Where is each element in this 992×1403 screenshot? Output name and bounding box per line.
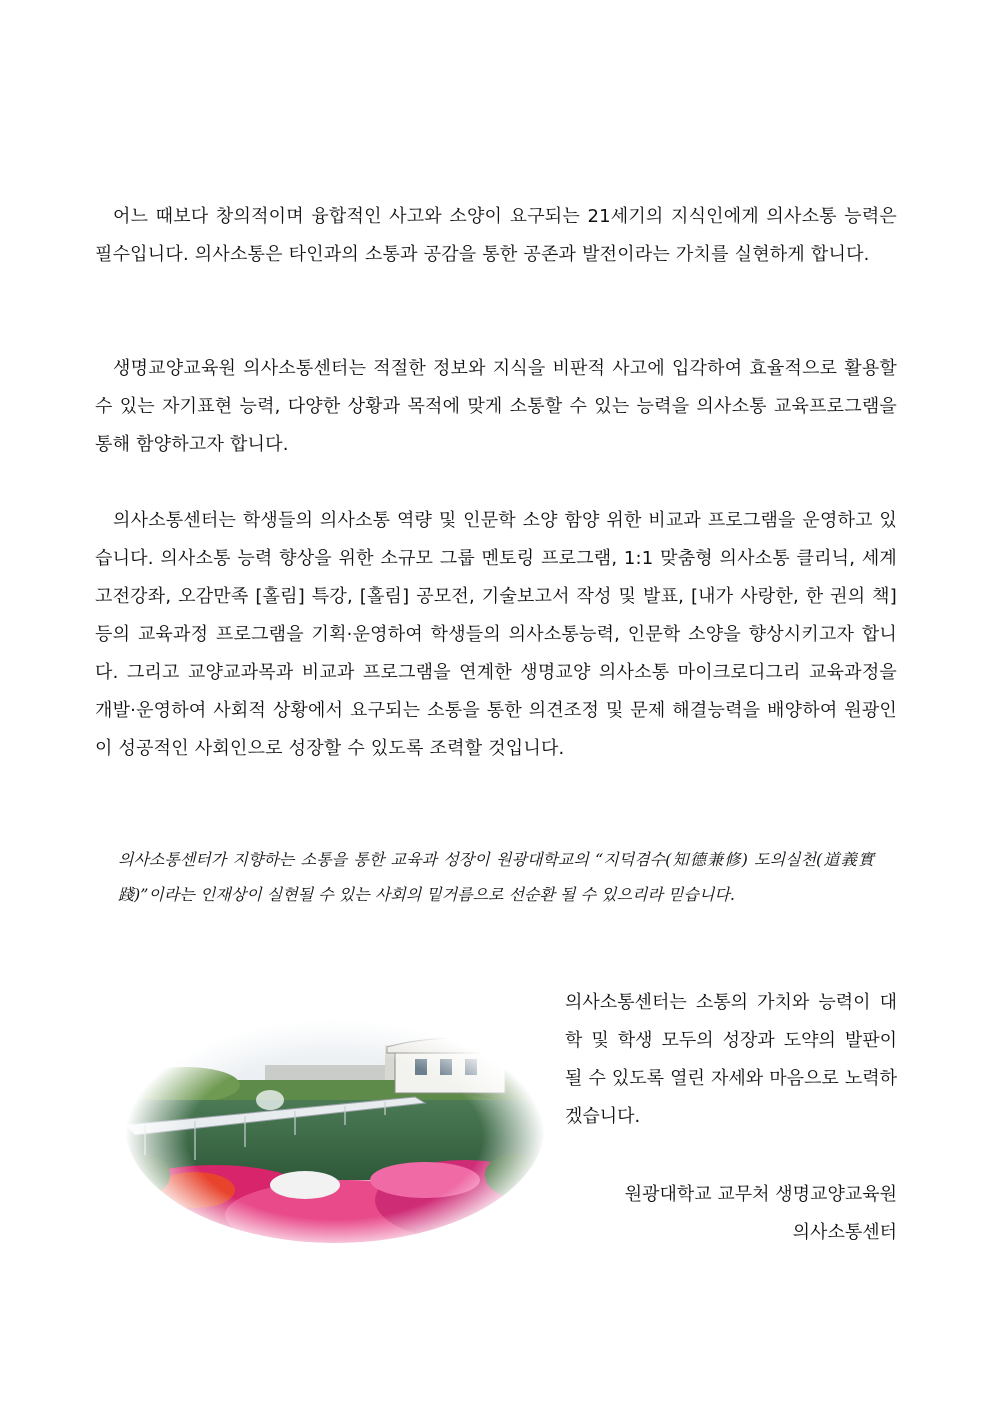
- signature-organization: 원광대학교 교무처 생명교양교육원: [624, 1184, 897, 1205]
- closing-paragraph: 의사소통센터는 소통의 가치와 능력이 대학 및 학생 모두의 성장과 도약의 발판이 될 수 있도록 열린 자세와 마음으로 노력하겠습니다.: [565, 992, 897, 1127]
- vision-quote: 의사소통센터가 지향하는 소통을 통한 교육과 성장이 원광대학교의 “지덕겸수(知德兼修) 도의실천(道義實踐)”이라는 인재상이 실현될 수 있는 사회의 밑거름으로 선순환 될 수 있으리라 믿습니다.: [118, 850, 874, 904]
- intro-paragraph-2: 생명교양교육원 의사소통센터는 적절한 정보와 지식을 비판적 사고에 입각하여 효율적으로 활용할 수 있는 자기표현 능력, 다양한 상황과 목적에 맞게 소통할 수 있는 능력을 의사소통 교육프로그램을 통해 함양하고자 합니다.: [95, 358, 897, 455]
- intro-paragraph-1: 어느 때보다 창의적이며 융합적인 사고와 소양이 요구되는 21세기의 지식인에게 의사소통 능력은 필수입니다. 의사소통은 타인과의 소통과 공감을 통한 공존과 발전이라는 가치를 실현하게 합니다.: [95, 206, 897, 265]
- signature-block: [625, 1176, 897, 1252]
- intro-paragraph-3: 의사소통센터는 학생들의 의사소통 역량 및 인문학 소양 함양 위한 비교과 프로그램을 운영하고 있습니다. 의사소통 능력 향상을 위한 소규모 그룹 멘토링 프로그램, 1:1 맞춤형 의사소통 클리닉, 세계고전강좌, 오감만족 [홀림] 특강, [홀림] 공모전, 기술보고서 작성 및 발표, [내가 사랑한, 한 권의 책] 등의 교육과정 프로그램을 기획·운영하여 학생들의 의사소통능력, 인문학 소양을 향상시키고자 합니다. 그리고 교양교과목과 비교과 프로그램을 연계한 생명교양 의사소통 마이크로디그리 교육과정을 개발·운영하여 사회적 상황에서 요구되는 소통을 통한 의견조정 및 문제 해결능력을 배양하여 원광인이 성공적인 사회인으로 성장할 수 있도록 조력할 것입니다.: [95, 510, 897, 759]
- campus-lake-photo: [125, 975, 545, 1245]
- signature-center: 의사소통센터: [792, 1222, 897, 1243]
